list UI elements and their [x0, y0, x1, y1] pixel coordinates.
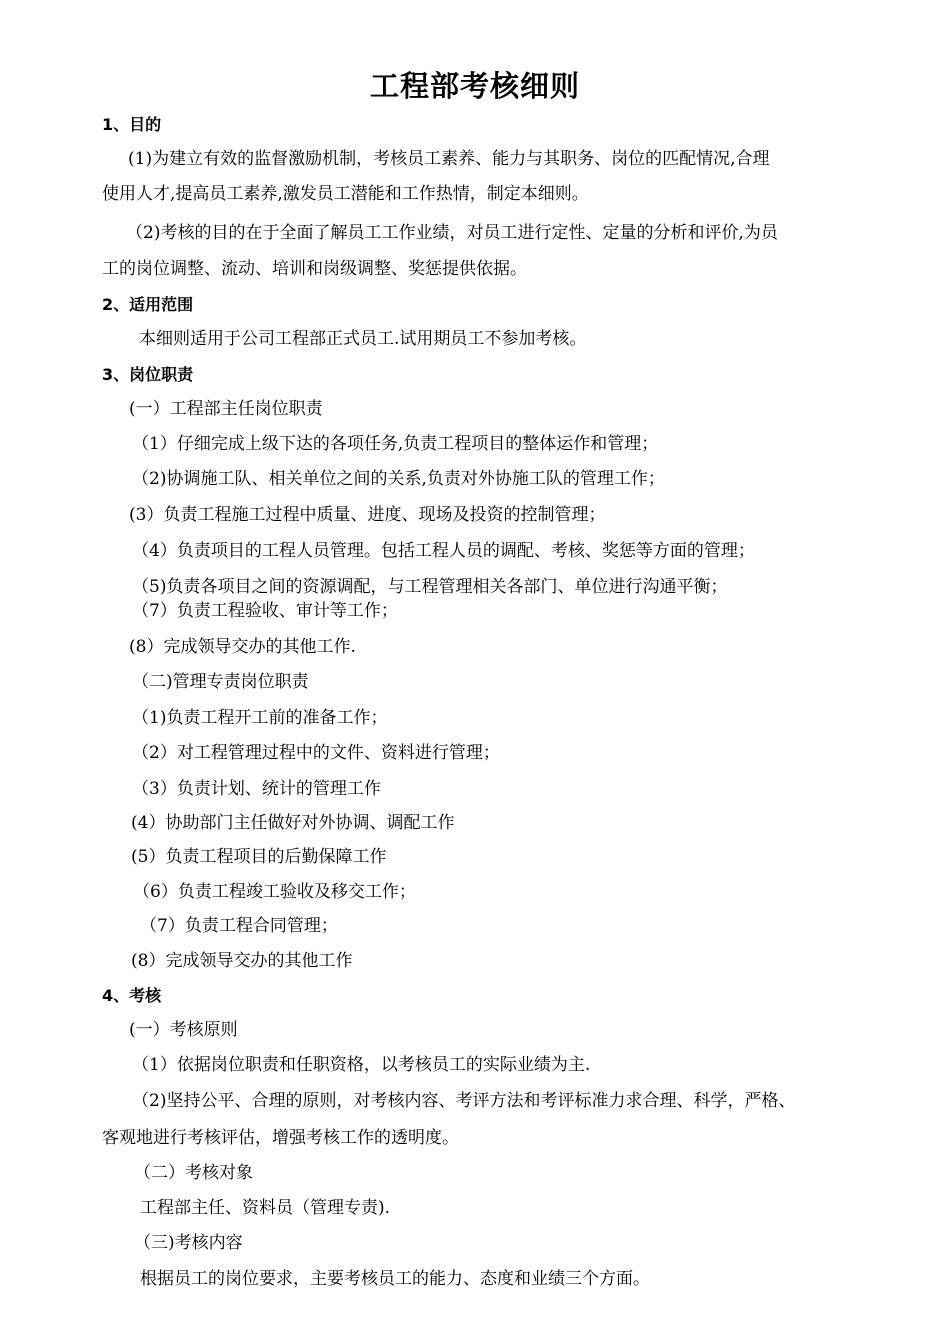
list-item: （1)负责工程开工前的准备工作；	[132, 708, 388, 728]
paragraph-line: 本细则适用于公司工程部正式员工.试用期员工不参加考核。	[139, 329, 587, 349]
paragraph-line: （2)考核的目的在于全面了解员工工作业绩，对员工进行定性、定量的分析和评价,为员	[126, 223, 778, 243]
paragraph-line: 客观地进行考核评估，增强考核工作的透明度。	[102, 1128, 459, 1148]
section-heading-scope: 2、适用范围	[102, 295, 194, 314]
list-item: （6）负责工程竣工验收及移交工作；	[133, 882, 416, 902]
paragraph-line: 工程部主任、资料员（管理专责).	[140, 1198, 391, 1218]
list-item: （7）负责工程合同管理；	[140, 916, 338, 936]
subheading: （二）考核对象	[134, 1163, 253, 1183]
paragraph-line: 使用人才,提高员工素养,激发员工潜能和工作热情，制定本细则。	[102, 184, 589, 204]
section-heading-assessment: 4、考核	[102, 986, 162, 1005]
list-item: （5)负责各项目之间的资源调配，与工程管理相关各部门、单位进行沟通平衡；	[132, 577, 728, 597]
section-heading-purpose: 1、目的	[102, 115, 162, 134]
section-heading-duties: 3、岗位职责	[102, 365, 194, 384]
list-item: (3）负责工程施工过程中质量、进度、现场及投资的控制管理；	[129, 505, 606, 525]
list-item: （2)坚持公平、合理的原则，对考核内容、考评方法和考评标准力求合理、科学，严格、	[132, 1091, 796, 1111]
list-item: （2）对工程管理过程中的文件、资料进行管理；	[132, 743, 500, 763]
subheading: （二)管理专责岗位职责	[132, 672, 309, 692]
list-item: （2)协调施工队、相关单位之间的关系,负责对外协施工队的管理工作；	[132, 469, 665, 489]
list-item: (8）完成领导交办的其他工作.	[129, 637, 356, 657]
subheading: (一）考核原则	[129, 1020, 238, 1040]
subheading: (一）工程部主任岗位职责	[129, 399, 323, 419]
list-item: (4）协助部门主任做好对外协调、调配工作	[131, 813, 455, 833]
list-item: （4）负责项目的工程人员管理。包括工程人员的调配、考核、奖惩等方面的管理；	[132, 541, 755, 561]
paragraph-line: 工的岗位调整、流动、培训和岗级调整、奖惩提供依据。	[102, 259, 527, 279]
list-item: (8）完成领导交办的其他工作	[131, 951, 353, 971]
paragraph-line: 根据员工的岗位要求，主要考核员工的能力、态度和业绩三个方面。	[140, 1269, 650, 1289]
subheading: （三)考核内容	[134, 1233, 243, 1253]
list-item: (5）负责工程项目的后勤保障工作	[131, 847, 387, 867]
paragraph-line: (1)为建立有效的监督激励机制，考核员工素养、能力与其职务、岗位的匹配情况,合理	[128, 149, 770, 169]
list-item: （1）仔细完成上级下达的各项任务,负责工程项目的整体运作和管理；	[132, 434, 659, 454]
list-item: （7）负责工程验收、审计等工作；	[132, 601, 398, 621]
list-item: （3）负责计划、统计的管理工作	[132, 779, 381, 799]
list-item: （1）依据岗位职责和任职资格，以考核员工的实际业绩为主.	[132, 1055, 591, 1075]
page-title: 工程部考核细则	[369, 69, 580, 103]
